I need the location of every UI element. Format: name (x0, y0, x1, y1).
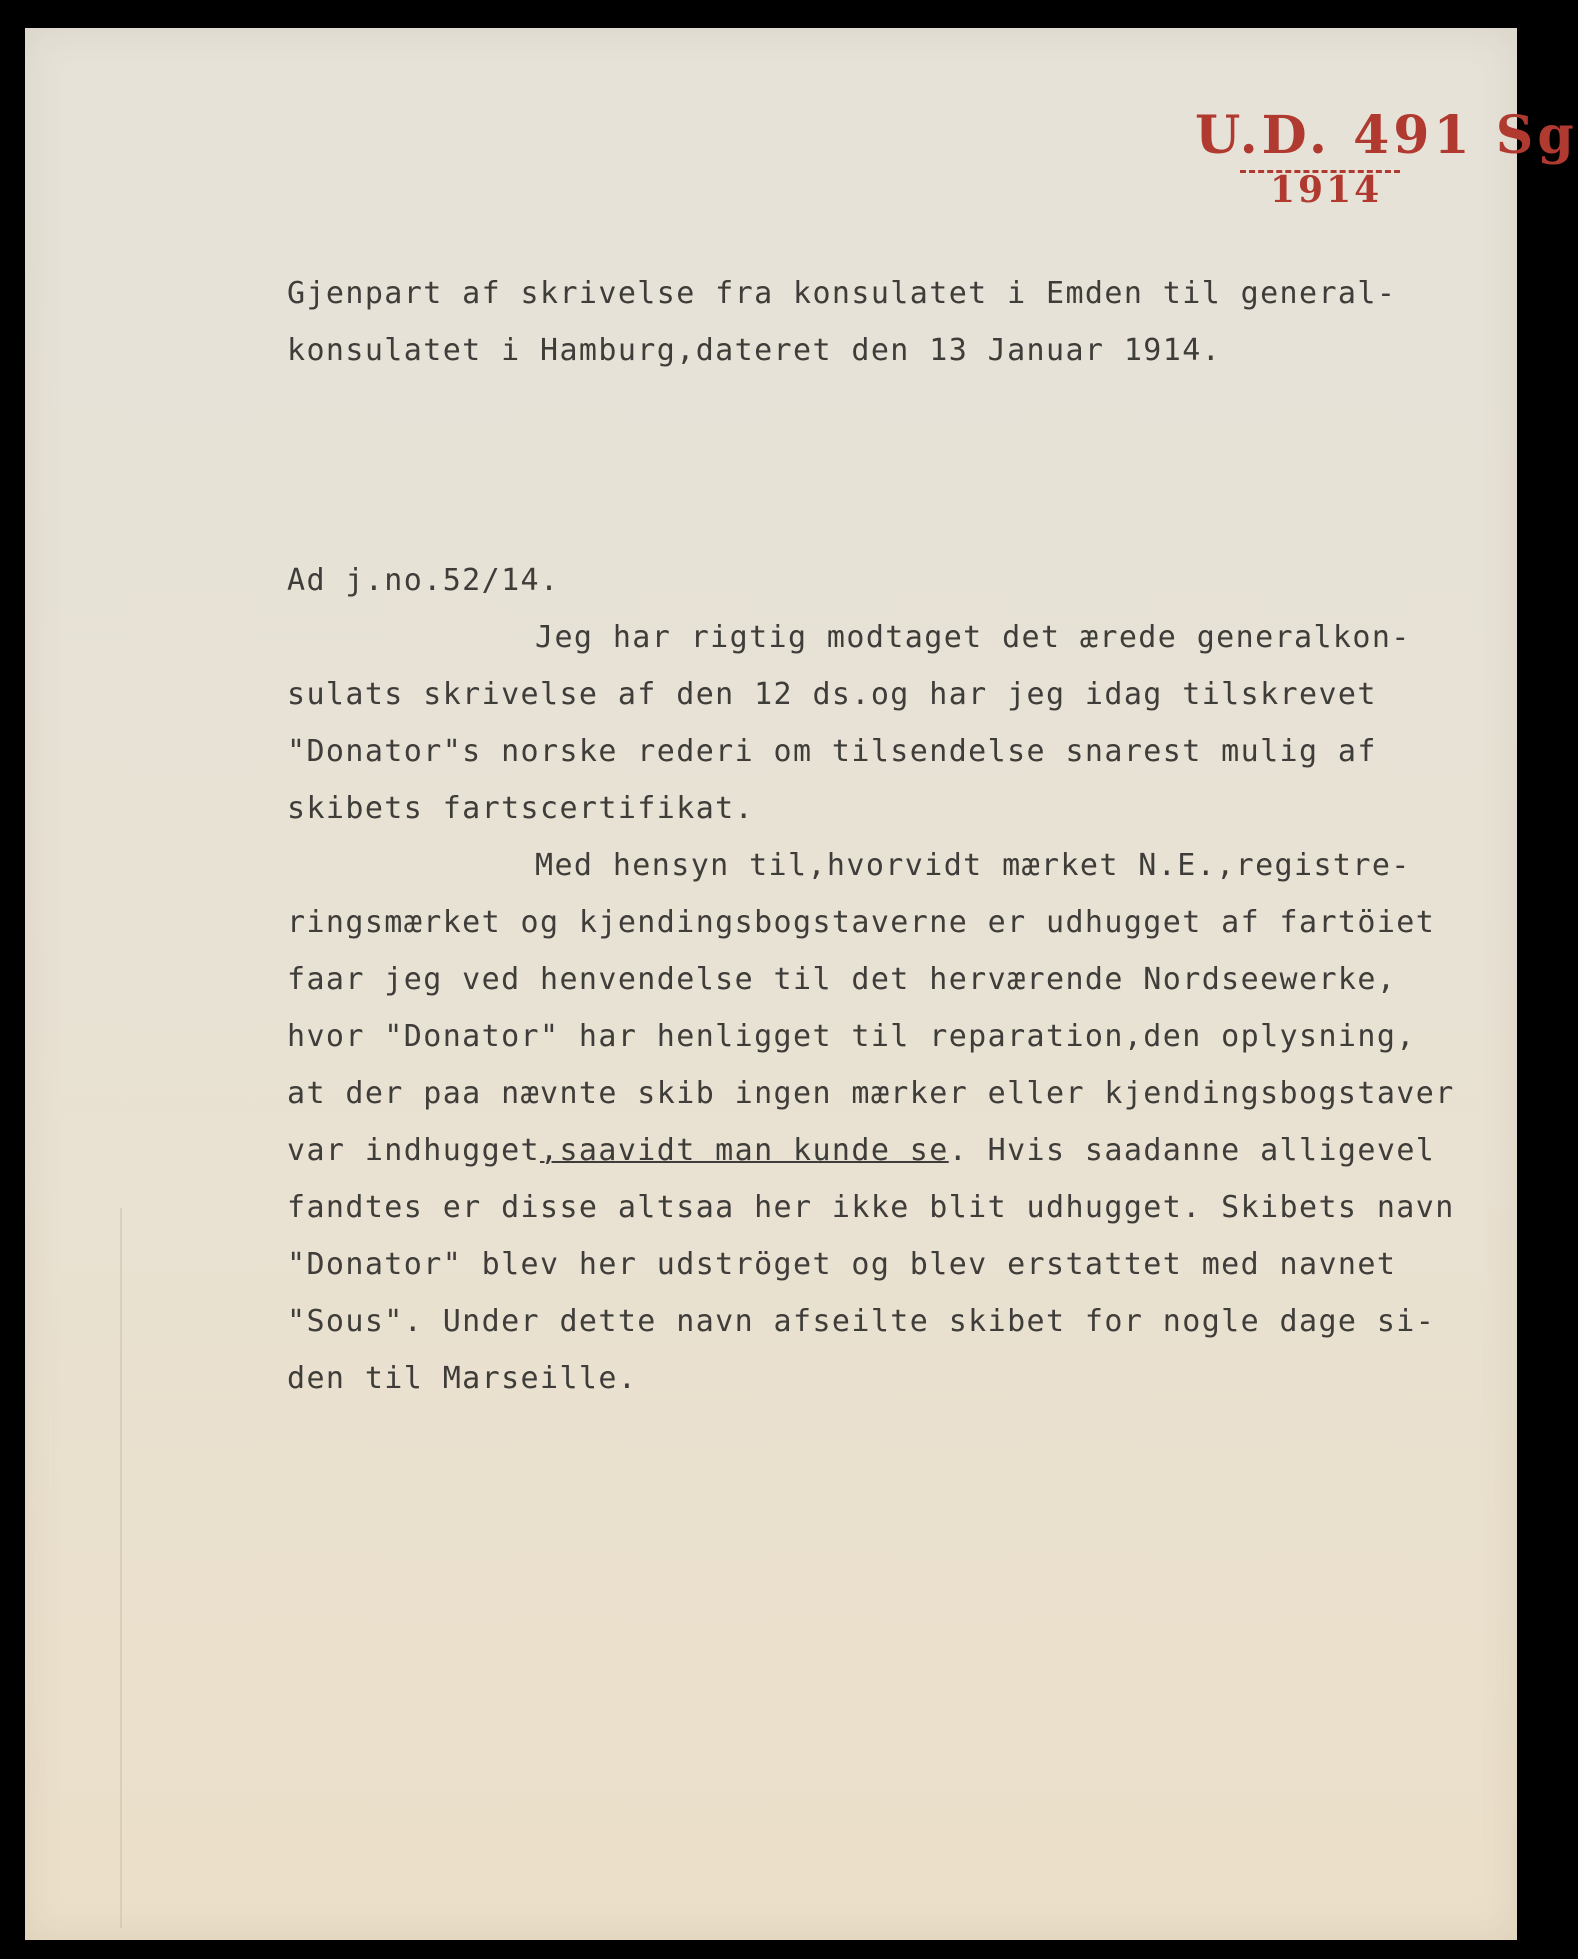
body-line: "Donator"s norske rederi om tilsendelse snarest mulig af (287, 734, 1377, 769)
title-line-1: Gjenpart af skrivelse fra konsulatet i Emden til general- (287, 276, 1397, 311)
archive-stamp (1195, 105, 1578, 211)
body-line: "Sous". Under dette navn afseilte skibet for nogle dage si- (287, 1304, 1436, 1339)
body-line: "Donator" blev her udströget og blev erstattet med navnet (287, 1247, 1397, 1282)
body-line: ringsmærket og kjendingsbogstaverne er udhugget af fartöiet (287, 905, 1436, 940)
stamp-year: 1914 (1270, 169, 1383, 211)
body-line: . Hvis saadanne alligevel (948, 1133, 1436, 1168)
body-line: den til Marseille. (287, 1361, 638, 1396)
paper-fold (120, 1208, 122, 1928)
body-line: var indhugget (287, 1133, 540, 1168)
underlined-phrase: ,saavidt man kunde se (540, 1133, 949, 1168)
body-line: hvor "Donator" har henligget til reparation,den oplysning, (287, 1019, 1416, 1054)
reference-number: Ad j.no.52/14. (287, 563, 560, 598)
title-line-2: konsulatet i Hamburg,dateret den 13 Januar 1914. (287, 333, 1222, 368)
letter-body (287, 609, 1455, 1407)
body-line: Med hensyn til,hvorvidt mærket N.E.,registre- (535, 848, 1411, 883)
body-line: faar jeg ved henvendelse til det herværende Nordseewerke, (287, 962, 1397, 997)
body-line: at der paa nævnte skib ingen mærker eller kjendingsbogstaver (287, 1076, 1455, 1111)
body-line: fandtes er disse altsaa her ikke blit udhugget. Skibets navn (287, 1190, 1455, 1225)
body-line: sulats skrivelse af den 12 ds.og har jeg idag tilskrevet (287, 677, 1377, 712)
body-line: skibets fartscertifikat. (287, 791, 755, 826)
document-title (287, 265, 1396, 379)
stamp-reference: U.D. 491 Sg (1195, 105, 1578, 166)
body-line: Jeg har rigtig modtaget det ærede generalkon- (535, 620, 1411, 655)
